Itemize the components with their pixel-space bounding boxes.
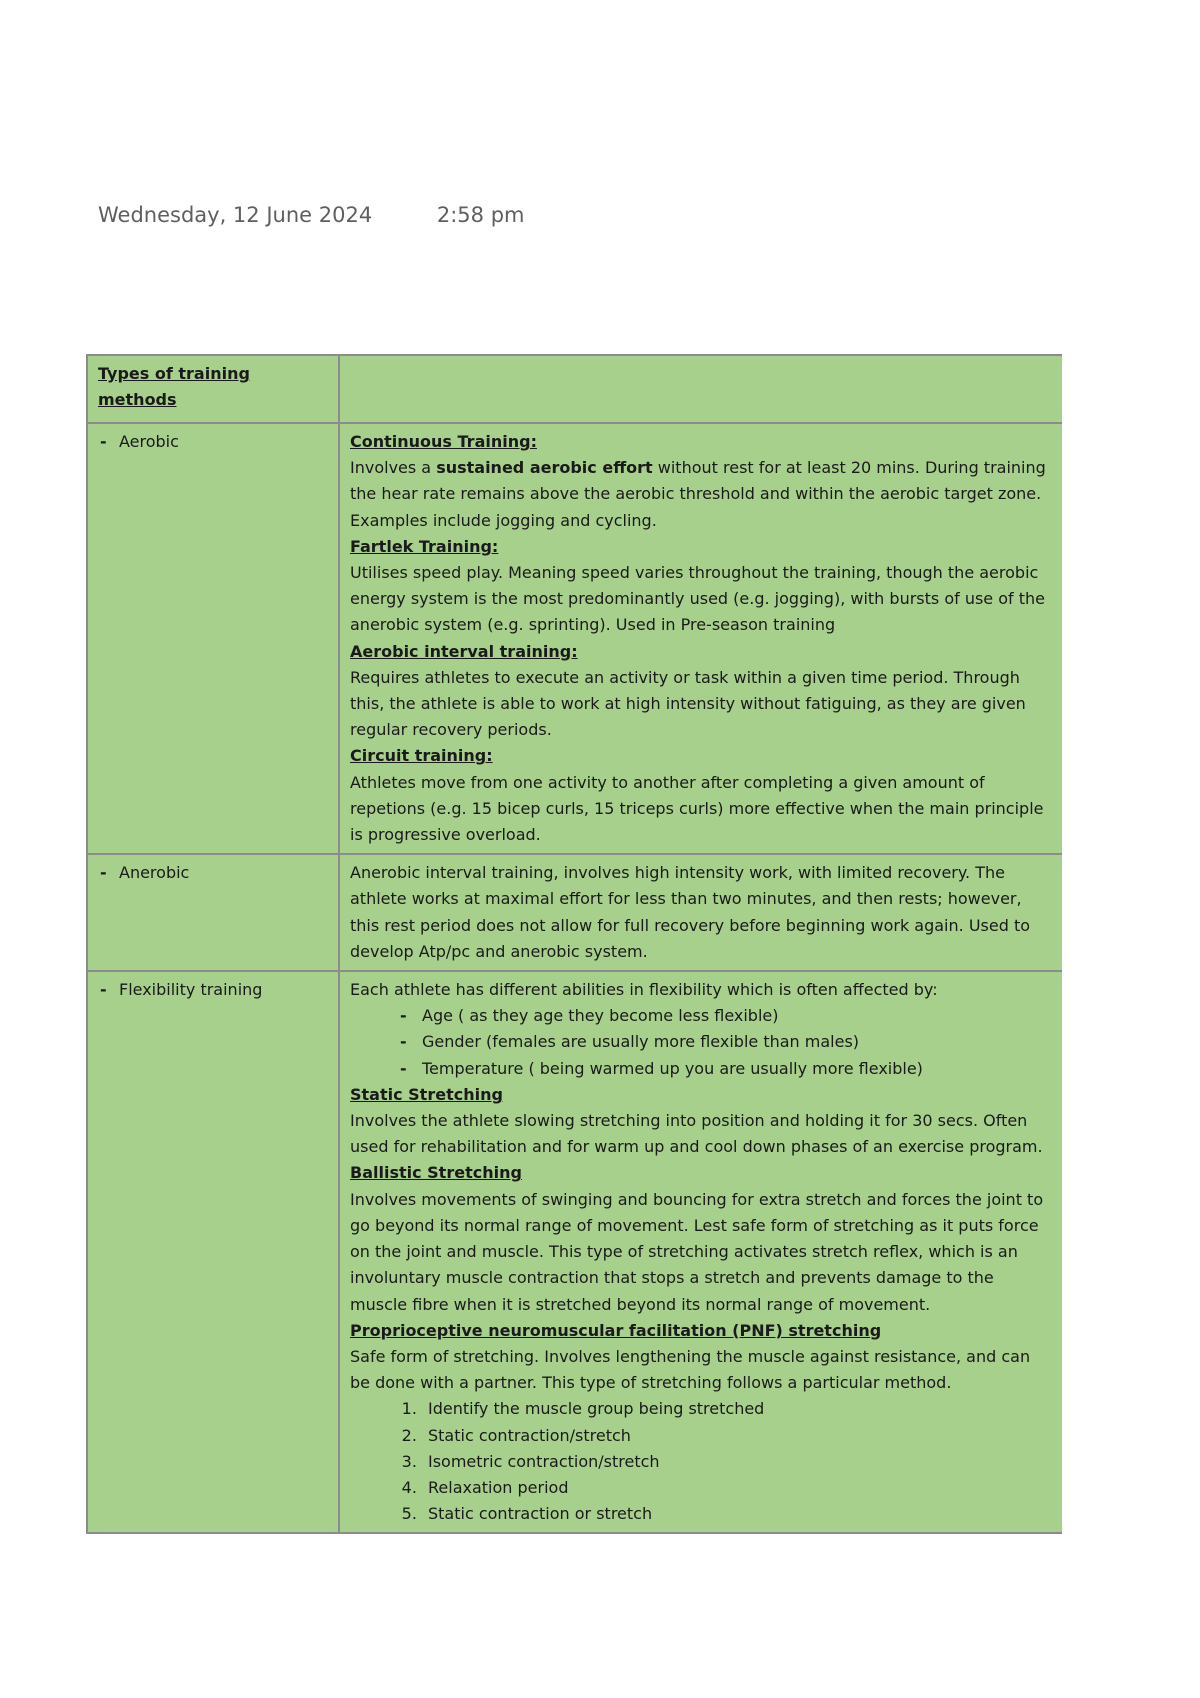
dash-bullet-icon: - [400,1006,407,1026]
dash-bullet-icon: - [400,1032,407,1052]
row-label-cell [87,423,339,854]
section-title: Proprioceptive neuromuscular facilitation (PNF) stretching [350,1320,882,1340]
row-content-cell [339,854,1062,971]
section-title: Static Stretching [350,1084,503,1104]
list-item-text: Temperature ( being warmed up you are usually more flexible) [422,1058,923,1078]
list-item: 5. Static contraction or stretch [422,1501,1054,1527]
section-text: Involves movements of swinging and bouncing for extra stretch and forces the joint to go beyond its normal range of movement. Lest safe form of stretching as it puts force on the joint and muscle. This type of stretching activates stretch reflex, which is an involuntary muscle contraction that stops a stretch and prevents damage to the muscle fibre when it is stretched beyond its normal range of movement. [350,1189,1044,1314]
row-label-text: Aerobic [119,432,179,451]
list-item [400,1003,1054,1029]
table-heading-empty-cell [339,355,1062,423]
text-run: without rest for at least 20 mins. During training the hear rate remains above the aerobic threshold and within the aerobic target zone. Examples include jogging and cycling. [350,458,1046,530]
section-text: Utilises speed play. Meaning speed varies throughout the training, though the aerobic energy system is the most predominantly used (e.g. jogging), with bursts of use of the anerobic system (e.g. sprinting). Used in Pre-season training [350,563,1045,635]
section-title: Aerobic interval training: [350,641,578,661]
row-label-flexibility [98,977,330,1003]
list-item [400,1029,1054,1055]
bold-text-run: sustained aerobic effort [436,458,653,478]
row-label-cell [87,854,339,971]
row-label-cell [87,971,339,1533]
row-label-text: Flexibility training [119,980,263,1000]
section-title: Circuit training: [350,746,493,766]
dash-bullet-icon: - [400,1058,407,1078]
list-item-text: Age ( as they age they become less flexible) [422,1006,779,1026]
dash-bullet-icon: - [100,980,107,1000]
pnf-steps-list [350,1396,1054,1527]
section-text: Athletes move from one activity to another after completing a given amount of repetions (e.g. 15 bicep curls, 15 triceps curls) more effective when the main principle is progressive overload. [350,772,1044,845]
row-content-cell [339,971,1062,1533]
training-methods-table [86,354,1062,1534]
page-date: Wednesday, 12 June 2024 [98,203,373,227]
section-title: Continuous Training: [350,432,537,451]
table-header-row [87,355,1062,423]
list-item-text: Gender (females are usually more flexible than males) [422,1032,860,1052]
list-item: 3. Isometric contraction/stretch [422,1449,1054,1475]
section-text: Safe form of stretching. Involves lengthening the muscle against resistance, and can be done with a partner. This type of stretching follows a particular method. [350,1346,1031,1393]
section-title: Ballistic Stretching [350,1163,522,1183]
section-text: Requires athletes to execute an activity or task within a given time period. Through this, the athlete is able to work at high intensity without fatiguing, as they are given regular recovery periods. [350,667,1026,740]
section-text [350,455,1054,534]
flexibility-factors-list [350,1003,1054,1082]
row-label-text: Anerobic [119,863,190,883]
table-heading: Types of training methods [98,364,250,409]
text-run: Involves a [350,458,437,478]
training-methods-table-container [86,354,1062,1584]
section-text: Anerobic interval training, involves high intensity work, with limited recovery. The athlete works at maximal effort for less than two minutes, and then rests; however, this rest period does not allow for full recovery before beginning work again. Used to develop Atp/pc and anerobic system. [350,863,1031,961]
list-item: 4. Relaxation period [422,1475,1054,1501]
section-title: Fartlek Training: [350,536,499,556]
section-text: Each athlete has different abilities in flexibility which is often affected by: [350,980,938,1000]
list-item: 2. Static contraction/stretch [422,1423,1054,1449]
dash-bullet-icon: - [100,863,107,883]
row-label-anerobic [98,860,330,886]
list-item: 1. Identify the muscle group being stretched [422,1396,1054,1422]
table-row-flexibility [87,971,1062,1533]
list-item [400,1056,1054,1082]
row-label-aerobic [98,429,330,455]
page-time: 2:58 pm [436,203,525,227]
table-row-anerobic [87,854,1062,971]
table-row-aerobic [87,423,1062,854]
table-heading-cell [87,355,339,423]
dash-bullet-icon: - [100,432,107,451]
section-text: Involves the athlete slowing stretching into position and holding it for 30 secs. Often used for rehabilitation and for warm up and cool down phases of an exercise program. [350,1111,1043,1157]
page-datetime [98,203,525,227]
row-content-cell [339,423,1062,854]
